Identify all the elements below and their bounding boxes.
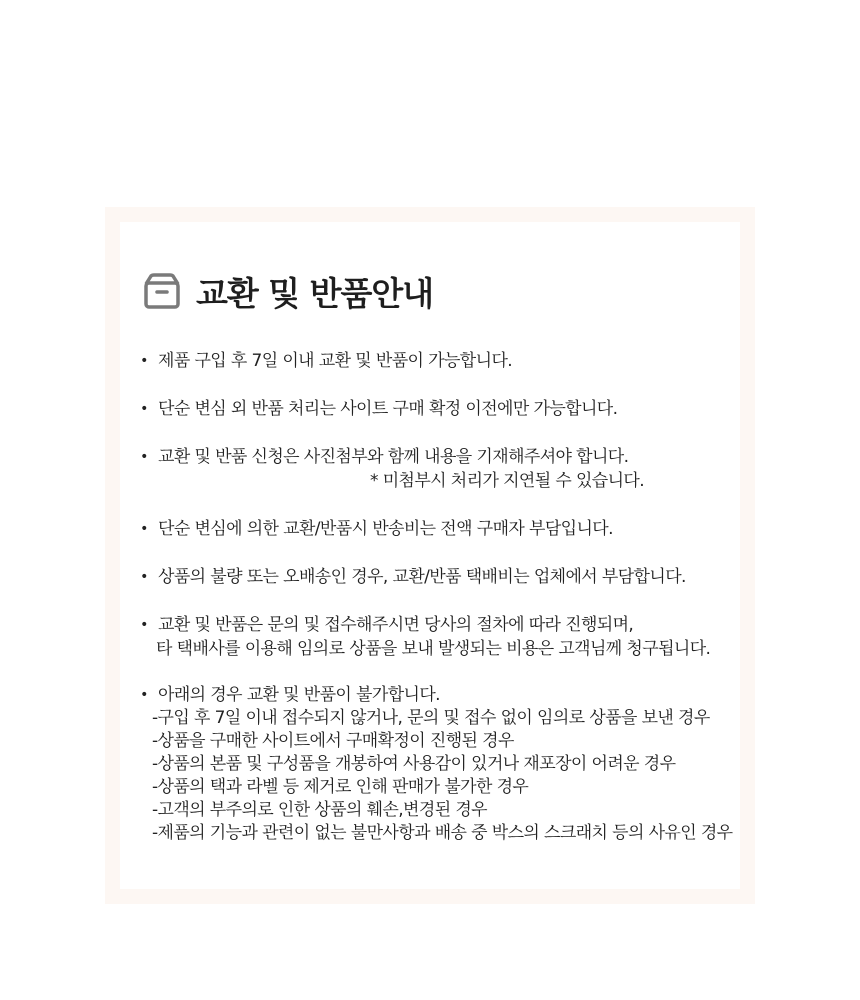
- item-text: 제품 구입 후 7일 이내 교환 및 반품이 가능합니다.: [158, 351, 513, 371]
- list-item: [134, 397, 617, 421]
- item-text: 아래의 경우 교환 및 반품이 불가합니다.: [158, 685, 440, 705]
- item-text: 상품의 불량 또는 오배송인 경우, 교환/반품 택배비는 업체에서 부담합니다.: [158, 567, 686, 587]
- list-item: [134, 683, 733, 845]
- page-title: 교환 및 반품안내: [196, 273, 434, 313]
- exception-case: -상품의 택과 라벨 등 제거로 인해 판매가 불가한 경우: [152, 777, 529, 797]
- bullet-icon: •: [140, 353, 148, 369]
- item-text: 교환 및 반품 신청은 사진첨부와 함께 내용을 기재해주셔야 합니다.: [158, 447, 629, 467]
- item-note: * 미첨부시 처리가 지연될 수 있습니다.: [370, 471, 645, 491]
- notice-frame: [105, 207, 755, 904]
- bullet-icon: •: [140, 401, 148, 417]
- exception-case: -상품의 본품 및 구성품을 개봉하여 사용감이 있거나 재포장이 어려운 경우: [152, 754, 676, 774]
- exception-case: -제품의 기능과 관련이 없는 불만사항과 배송 중 박스의 스크래치 등의 사유인 경우: [152, 823, 733, 843]
- list-item: [134, 565, 686, 589]
- box-icon: [142, 271, 182, 311]
- bullet-icon: •: [140, 617, 148, 633]
- exception-case: -고객의 부주의로 인한 상품의 훼손,변경된 경우: [152, 800, 487, 820]
- bullet-icon: •: [140, 521, 148, 537]
- notice-header: [142, 266, 433, 316]
- exception-case: -상품을 구매한 사이트에서 구매확정이 진행된 경우: [152, 731, 514, 751]
- item-text-continued: 타 택배사를 이용해 임의로 상품을 보내 발생되는 비용은 고객님께 청구됩니다.: [156, 639, 711, 659]
- bullet-icon: •: [140, 687, 148, 703]
- list-item: [134, 445, 644, 493]
- exception-case: -구입 후 7일 이내 접수되지 않거나, 문의 및 접수 없이 임의로 상품을 보낸 경우: [152, 708, 710, 728]
- list-item: [134, 517, 613, 541]
- list-item: [134, 613, 710, 661]
- notice-card: [120, 222, 740, 889]
- item-text: 단순 변심에 의한 교환/반품시 반송비는 전액 구매자 부담입니다.: [158, 519, 613, 539]
- list-item: [134, 349, 512, 373]
- item-text: 교환 및 반품은 문의 및 접수해주시면 당사의 절차에 따라 진행되며,: [158, 615, 634, 635]
- item-text: 단순 변심 외 반품 처리는 사이트 구매 확정 이전에만 가능합니다.: [158, 399, 618, 419]
- bullet-icon: •: [140, 569, 148, 585]
- bullet-icon: •: [140, 449, 148, 465]
